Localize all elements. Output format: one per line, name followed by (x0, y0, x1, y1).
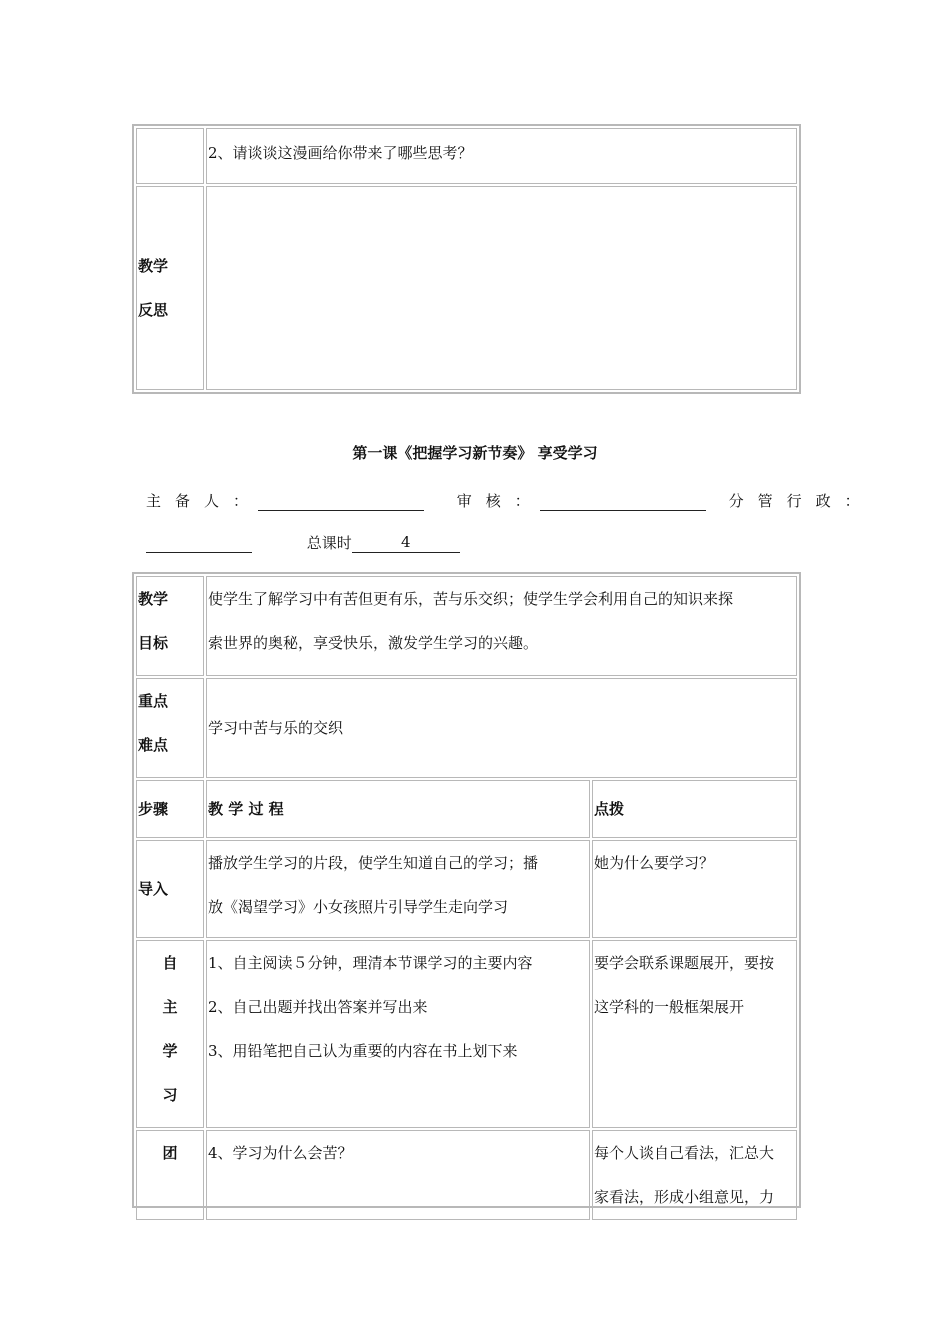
reviewer-blank (540, 492, 706, 511)
reflection-content-cell (206, 186, 797, 390)
self-study-step-char-3: 学 (162, 1042, 178, 1060)
team-tip-line-2: 家看法，形成小组意见，力 (594, 1188, 775, 1206)
key-label-1: 重点 (138, 692, 169, 710)
goal-text-line-1: 使学生了解学习中有苦但更有乐，苦与乐交织；使学生学会利用自己的知识来探 (208, 590, 734, 608)
total-hours-blank (352, 534, 460, 553)
key-text: 学习中苦与乐的交织 (208, 719, 344, 737)
goal-text-cell (206, 576, 797, 676)
reflection-label-2: 反思 (138, 301, 169, 319)
total-hours-label: 总课时 (306, 534, 352, 552)
reflection-label-1: 教学 (138, 257, 169, 275)
self-study-step-cell (136, 940, 204, 1128)
intro-process-line-1: 播放学生学习的片段，使学生知道自己的学习；播 (208, 854, 539, 872)
team-step-char: 团 (162, 1144, 178, 1162)
top-empty-label-cell (136, 128, 204, 184)
question-2-text: 2、请谈谈这漫画给你带来了哪些思考？ (208, 144, 473, 162)
goal-label-1: 教学 (138, 590, 169, 608)
goal-label-2: 目标 (138, 634, 169, 652)
self-study-tip-line-2: 这学科的一般框架展开 (594, 998, 745, 1016)
team-tip-line-1: 每个人谈自己看法，汇总大 (594, 1144, 775, 1162)
col-process-label: 教 学 过 程 (208, 800, 284, 818)
preparer-blank (258, 492, 424, 511)
col-step-header (136, 780, 204, 838)
admin-label: 分管行政： (728, 492, 874, 510)
col-tip-label: 点拨 (594, 800, 625, 818)
intro-tip-cell (592, 840, 797, 938)
key-label-cell (136, 678, 204, 778)
intro-step-label: 导入 (138, 880, 169, 898)
intro-process-line-2: 放《渴望学习》小女孩照片引导学生走向学习 (208, 898, 509, 916)
self-study-process-cell (206, 940, 590, 1128)
total-hours-value: 4 (401, 533, 411, 551)
key-label-2: 难点 (138, 736, 169, 754)
goal-text-line-2: 索世界的奥秘，享受快乐，激发学生学习的兴趣。 (208, 634, 539, 652)
reflection-label-cell (136, 186, 204, 390)
admin-blank (146, 534, 252, 553)
self-study-step-char-4: 习 (162, 1086, 178, 1104)
intro-step-cell (136, 840, 204, 938)
goal-label-cell (136, 576, 204, 676)
self-study-step-char-2: 主 (162, 998, 178, 1016)
team-process-text: 4、学习为什么会苦？ (208, 1144, 353, 1162)
col-step-label: 步骤 (138, 800, 169, 818)
col-tip-header (592, 780, 797, 838)
self-study-process-3: 3、用铅笔把自己认为重要的内容在书上划下来 (208, 1042, 518, 1060)
key-text-cell (206, 678, 797, 778)
self-study-process-2: 2、自己出题并找出答案并写出来 (208, 998, 428, 1016)
preparer-label: 主备人： (146, 492, 263, 510)
self-study-tip-line-1: 要学会联系课题展开，要按 (594, 954, 775, 972)
question-2-cell (206, 128, 797, 184)
self-study-step-char-1: 自 (162, 954, 178, 972)
header-row-1 (146, 490, 874, 511)
team-step-cell (136, 1130, 204, 1220)
header-row-2 (146, 532, 460, 553)
team-process-cell (206, 1130, 590, 1220)
top-table (132, 124, 801, 394)
intro-process-cell (206, 840, 590, 938)
self-study-tip-cell (592, 940, 797, 1128)
lesson-plan-table (132, 572, 801, 1208)
lesson-title: 第一课《把握学习新节奏》 享受学习 (352, 444, 598, 462)
intro-tip-text: 她为什么要学习？ (594, 854, 715, 872)
reviewer-label: 审核： (456, 492, 544, 510)
col-process-header (206, 780, 590, 838)
team-tip-cell (592, 1130, 797, 1220)
self-study-process-1: 1、自主阅读５分钟，理清本节课学习的主要内容 (208, 954, 533, 972)
